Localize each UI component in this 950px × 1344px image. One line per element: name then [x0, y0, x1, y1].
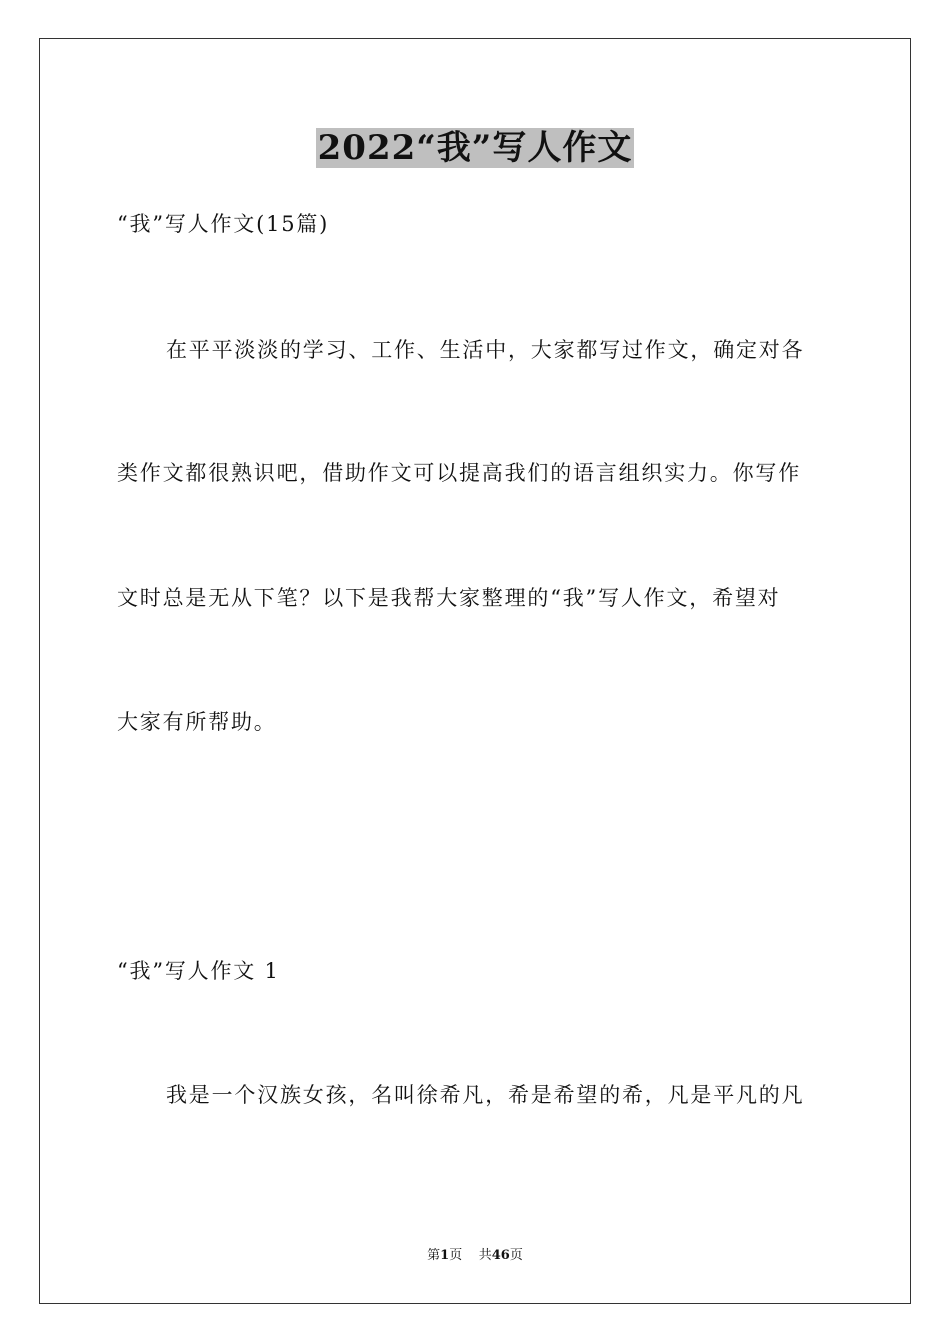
intro-line-4: 大家有所帮助。	[117, 710, 277, 734]
document-title: 2022“我”写人作文	[317, 128, 633, 168]
footer-page-number: 1	[440, 1248, 450, 1263]
document-subtitle: “我”写人作文(15篇)	[117, 212, 330, 236]
section-line-1: 我是一个汉族女孩，名叫徐希凡，希是希望的希，凡是平凡的凡	[166, 1083, 805, 1107]
footer-page-prefix: 第	[427, 1248, 441, 1263]
intro-line-3: 文时总是无从下笔？以下是我帮大家整理的“我”写人作文，希望对	[117, 586, 781, 610]
intro-line-2: 类作文都很熟识吧，借助作文可以提高我们的语言组织实力。你写作	[117, 461, 801, 485]
page-footer	[0, 1248, 950, 1264]
footer-total-suffix: 页	[509, 1248, 523, 1263]
title-container	[0, 128, 950, 168]
footer-page-suffix: 页	[449, 1248, 463, 1263]
footer-total-prefix: 共	[478, 1248, 492, 1263]
intro-line-1: 在平平淡淡的学习、工作、生活中，大家都写过作文，确定对各	[166, 338, 805, 362]
footer-total-pages: 46	[491, 1248, 510, 1263]
section-heading: “我”写人作文 1	[117, 959, 280, 983]
